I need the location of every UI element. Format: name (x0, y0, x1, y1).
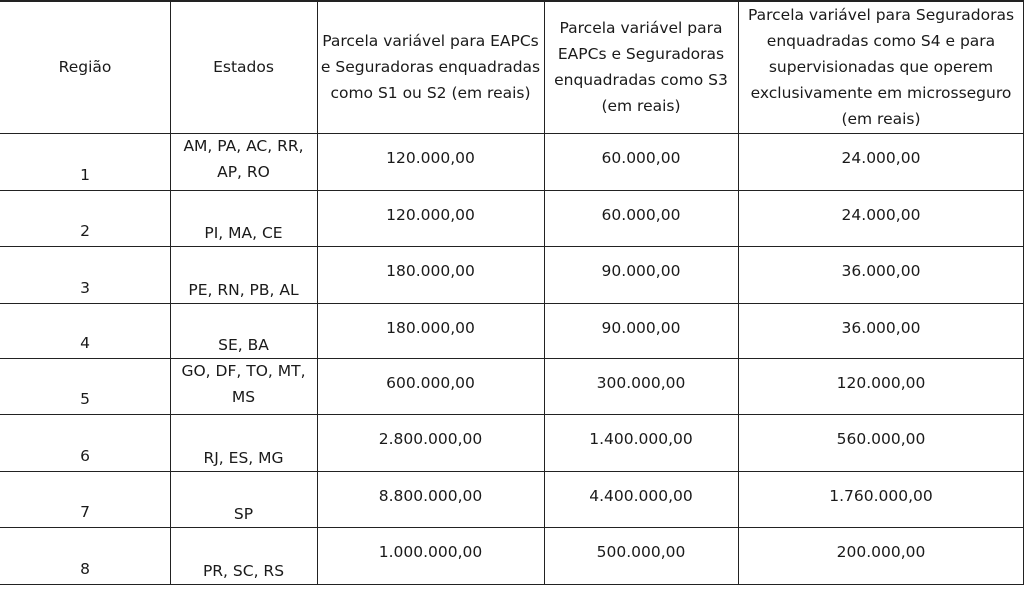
row-estados-cell: PE, RN, PB, AL (188, 281, 299, 299)
row-parcela-s4-cell: 24.000,00 (841, 206, 921, 224)
column-divider (170, 0, 171, 584)
column-divider (544, 0, 545, 584)
row-parcela-s4-cell: 200.000,00 (836, 543, 926, 561)
row-regiao-cell: 6 (80, 447, 90, 465)
row-regiao-cell: 1 (80, 166, 90, 184)
row-parcela-s3-cell: 60.000,00 (601, 149, 681, 167)
row-regiao-cell: 8 (80, 560, 90, 578)
header-parcela-s4: Parcela variável para Seguradoras enquadradas como S4 e para supervisionadas que operem exclusivamente em microsseguro (em reais) (747, 5, 1015, 128)
row-divider (0, 358, 1024, 359)
row-parcela-s1-s2-cell: 8.800.000,00 (378, 487, 483, 505)
row-estados-cell: RJ, ES, MG (203, 449, 284, 467)
row-parcela-s4-cell: 120.000,00 (836, 374, 926, 392)
column-divider (317, 0, 318, 584)
row-divider (0, 414, 1024, 415)
row-regiao-cell: 5 (80, 390, 90, 408)
row-estados-cell: SP (233, 505, 254, 523)
row-parcela-s3-cell: 60.000,00 (601, 206, 681, 224)
row-divider (0, 303, 1024, 304)
row-parcela-s3-cell: 1.400.000,00 (589, 430, 693, 448)
row-regiao-cell: 2 (80, 222, 90, 240)
row-parcela-s3-cell: 500.000,00 (596, 543, 686, 561)
row-divider (0, 246, 1024, 247)
row-divider (0, 471, 1024, 472)
row-divider (0, 527, 1024, 528)
row-estados-cell: SE, BA (218, 336, 269, 354)
column-divider (738, 0, 739, 584)
row-parcela-s1-s2-cell: 180.000,00 (386, 319, 475, 337)
row-parcela-s1-s2-cell: 120.000,00 (386, 149, 475, 167)
header-parcela-s3: Parcela variável para EAPCs e Seguradoras enquadradas como S3 (em reais) (554, 18, 728, 115)
row-parcela-s4-cell: 36.000,00 (841, 319, 921, 337)
row-regiao-cell: 3 (80, 279, 90, 297)
row-parcela-s1-s2-cell: 120.000,00 (386, 206, 475, 224)
row-parcela-s3-cell: 90.000,00 (601, 262, 681, 280)
row-estados-cell: PR, SC, RS (202, 562, 285, 580)
row-parcela-s3-cell: 300.000,00 (596, 374, 686, 392)
row-divider (0, 190, 1024, 191)
row-parcela-s4-cell: 1.760.000,00 (829, 487, 933, 505)
row-parcela-s1-s2-cell: 2.800.000,00 (378, 430, 483, 448)
header-regiao: Região (58, 57, 112, 76)
row-parcela-s1-s2-cell: 1.000.000,00 (378, 543, 483, 561)
row-divider (0, 133, 1024, 134)
row-divider (0, 0, 1024, 2)
row-divider (0, 584, 1024, 585)
row-estados-cell: AM, PA, AC, RR, AP, RO (183, 137, 304, 181)
row-parcela-s1-s2-cell: 600.000,00 (386, 374, 475, 392)
row-regiao-cell: 4 (80, 334, 90, 352)
row-parcela-s4-cell: 36.000,00 (841, 262, 921, 280)
row-parcela-s4-cell: 560.000,00 (836, 430, 926, 448)
row-parcela-s4-cell: 24.000,00 (841, 149, 921, 167)
row-regiao-cell: 7 (80, 503, 90, 521)
row-parcela-s3-cell: 4.400.000,00 (589, 487, 693, 505)
row-estados-cell: GO, DF, TO, MT, MS (181, 362, 306, 406)
row-estados-cell: PI, MA, CE (204, 224, 283, 242)
row-parcela-s1-s2-cell: 180.000,00 (386, 262, 475, 280)
header-estados: Estados (213, 57, 274, 76)
header-parcela-s1-s2: Parcela variável para EAPCs e Seguradoras enquadradas como S1 ou S2 (em reais) (320, 31, 541, 102)
row-parcela-s3-cell: 90.000,00 (601, 319, 681, 337)
